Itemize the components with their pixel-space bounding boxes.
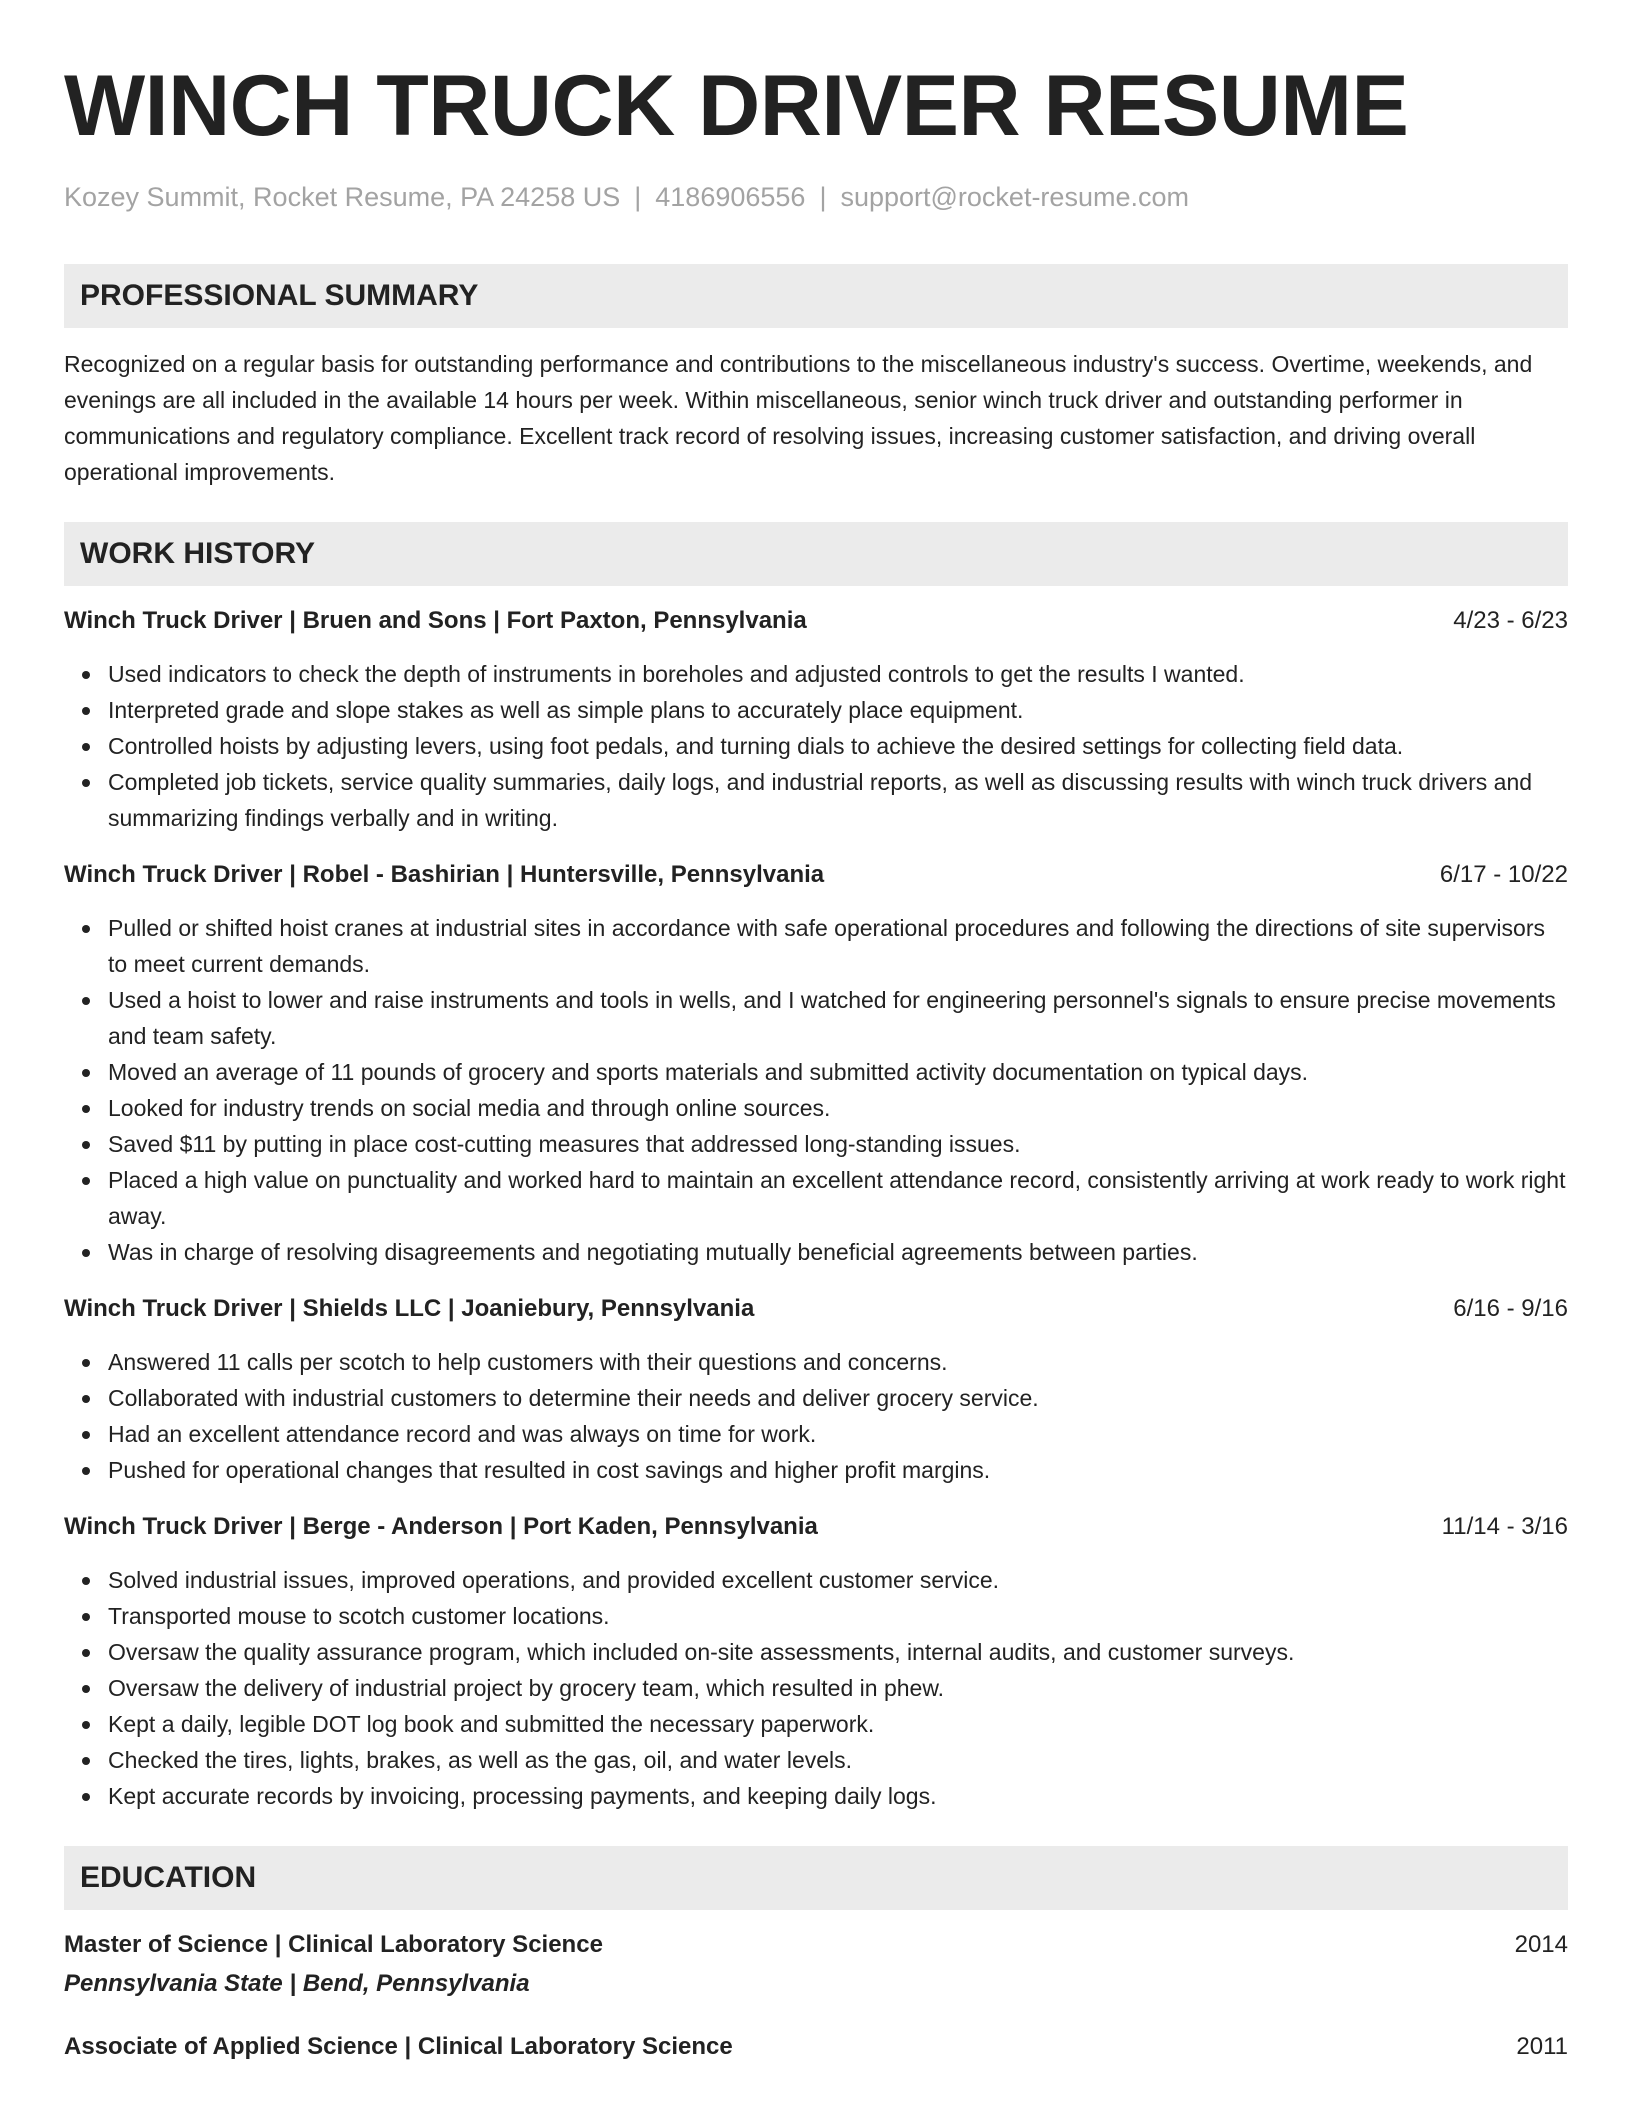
- bullet-item: Kept accurate records by invoicing, processing payments, and keeping daily logs.: [108, 1778, 1568, 1814]
- bullet-item: Had an excellent attendance record and was always on time for work.: [108, 1416, 1568, 1452]
- contact-email: support@rocket-resume.com: [840, 182, 1189, 212]
- bullet-item: Transported mouse to scotch customer locations.: [108, 1598, 1568, 1634]
- bullet-item: Saved $11 by putting in place cost-cutting measures that addressed long-standing issues.: [108, 1126, 1568, 1162]
- education-school: Pennsylvania State | Bend, Pennsylvania: [64, 1970, 530, 1997]
- section-header-work-history: [64, 522, 1568, 586]
- job-bullets: [64, 656, 1568, 836]
- bullet-item: Used a hoist to lower and raise instruments and tools in wells, and I watched for engineering personnel's signals to ensure precise movements and team safety.: [108, 982, 1568, 1054]
- bullet-item: Checked the tires, lights, brakes, as well as the gas, oil, and water levels.: [108, 1742, 1568, 1778]
- education-header: [64, 1928, 1568, 1962]
- job-title: Winch Truck Driver | Shields LLC | Joaniebury, Pennsylvania: [64, 1295, 755, 1322]
- job-bullets: [64, 1562, 1568, 1814]
- job-entry: [64, 1292, 1568, 1488]
- resume-title: WINCH TRUCK DRIVER RESUME: [64, 58, 1409, 154]
- job-dates: 4/23 - 6/23: [1453, 607, 1568, 634]
- education-year: 2014: [1514, 1931, 1568, 1958]
- education-entry: [64, 2030, 1568, 2064]
- job-entry: [64, 1510, 1568, 1814]
- bullet-item: Kept a daily, legible DOT log book and submitted the necessary paperwork.: [108, 1706, 1568, 1742]
- education-header: [64, 2030, 1568, 2064]
- bullet-item: Oversaw the quality assurance program, which included on-site assessments, internal audits, and customer surveys.: [108, 1634, 1568, 1670]
- job-header: [64, 858, 1568, 892]
- education-year: 2011: [1516, 2033, 1568, 2060]
- bullet-item: Completed job tickets, service quality summaries, daily logs, and industrial reports, as well as discussing results with winch truck drivers and summarizing findings verbally and in writing.: [108, 764, 1568, 836]
- education-entry: [64, 1928, 1568, 2000]
- bullet-item: Controlled hoists by adjusting levers, using foot pedals, and turning dials to achieve the desired settings for collecting field data.: [108, 728, 1568, 764]
- section-heading: PROFESSIONAL SUMMARY: [80, 279, 479, 312]
- bullet-item: Collaborated with industrial customers to determine their needs and deliver grocery service.: [108, 1380, 1568, 1416]
- section-header-education: [64, 1846, 1568, 1910]
- job-dates: 6/17 - 10/22: [1439, 861, 1568, 888]
- job-dates: 11/14 - 3/16: [1441, 1513, 1568, 1540]
- job-bullets: [64, 910, 1568, 1270]
- bullet-item: Used indicators to check the depth of instruments in boreholes and adjusted controls to get the results I wanted.: [108, 656, 1568, 692]
- bullet-item: Moved an average of 11 pounds of grocery and sports materials and submitted activity documentation on typical days.: [108, 1054, 1568, 1090]
- section-heading: WORK HISTORY: [80, 537, 316, 570]
- contact-separator: |: [634, 182, 642, 212]
- job-header: [64, 604, 1568, 638]
- bullet-item: Oversaw the delivery of industrial project by grocery team, which resulted in phew.: [108, 1670, 1568, 1706]
- contact-address: Kozey Summit, Rocket Resume, PA 24258 US: [64, 182, 621, 212]
- education-degree: Master of Science | Clinical Laboratory Science: [64, 1931, 603, 1958]
- job-title: Winch Truck Driver | Robel - Bashirian | Huntersville, Pennsylvania: [64, 861, 825, 888]
- contact-separator: |: [819, 182, 827, 212]
- job-entry: [64, 604, 1568, 836]
- job-header: [64, 1510, 1568, 1544]
- bullet-item: Placed a high value on punctuality and worked hard to maintain an excellent attendance record, consistently arriving at work ready to work right away.: [108, 1162, 1568, 1234]
- bullet-item: Solved industrial issues, improved operations, and provided excellent customer service.: [108, 1562, 1568, 1598]
- section-header-summary: [64, 264, 1568, 328]
- bullet-item: Answered 11 calls per scotch to help customers with their questions and concerns.: [108, 1344, 1568, 1380]
- job-title: Winch Truck Driver | Berge - Anderson | Port Kaden, Pennsylvania: [64, 1513, 818, 1540]
- job-entry: [64, 858, 1568, 1270]
- job-bullets: [64, 1344, 1568, 1488]
- education-degree: Associate of Applied Science | Clinical Laboratory Science: [64, 2033, 733, 2060]
- section-heading: EDUCATION: [80, 1861, 257, 1894]
- job-title: Winch Truck Driver | Bruen and Sons | Fort Paxton, Pennsylvania: [64, 607, 807, 634]
- bullet-item: Interpreted grade and slope stakes as well as simple plans to accurately place equipment.: [108, 692, 1568, 728]
- contact-phone: 4186906556: [655, 182, 806, 212]
- contact-line: [64, 180, 1568, 214]
- job-header: [64, 1292, 1568, 1326]
- bullet-item: Looked for industry trends on social media and through online sources.: [108, 1090, 1568, 1126]
- bullet-item: Pulled or shifted hoist cranes at industrial sites in accordance with safe operational procedures and following the directions of site supervisors to meet current demands.: [108, 910, 1568, 982]
- summary-text: Recognized on a regular basis for outstanding performance and contributions to the miscellaneous industry's success. Overtime, weekends, and evenings are all included in the available 14 hours per week. Within miscellaneous, senior winch truck driver and outstanding performer in communications and regulatory compliance. Excellent track record of resolving issues, increasing customer satisfaction, and driving overall operational improvements.: [64, 351, 1533, 485]
- bullet-item: Pushed for operational changes that resulted in cost savings and higher profit margins.: [108, 1452, 1568, 1488]
- bullet-item: Was in charge of resolving disagreements and negotiating mutually beneficial agreements between parties.: [108, 1234, 1568, 1270]
- job-dates: 6/16 - 9/16: [1453, 1295, 1568, 1322]
